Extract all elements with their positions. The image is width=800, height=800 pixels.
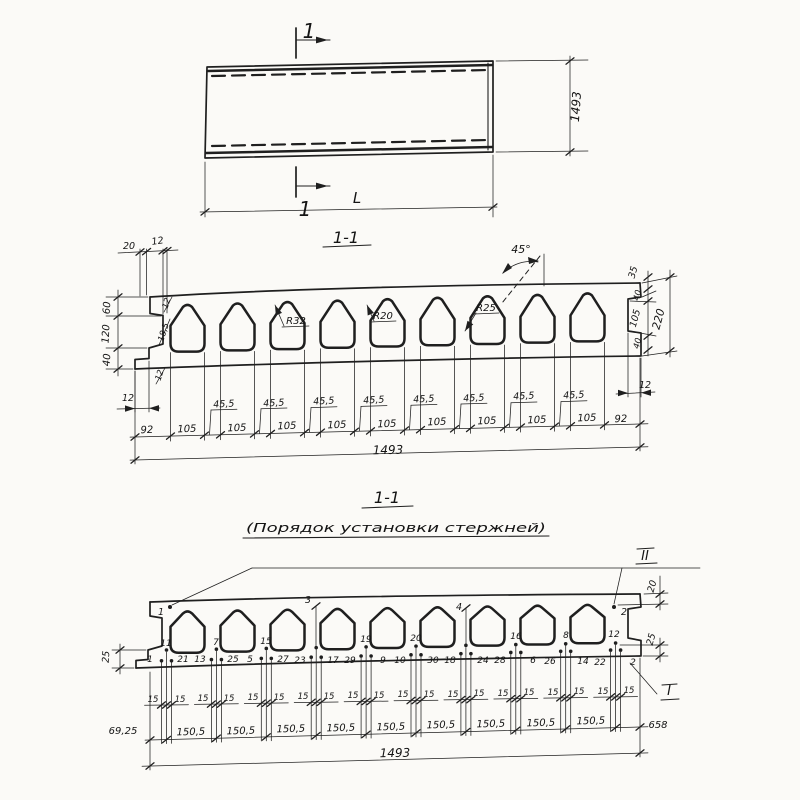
dim-105: 105 bbox=[527, 414, 547, 427]
dim-150-5: 150,5 bbox=[526, 717, 556, 730]
rebar-dot bbox=[170, 659, 174, 663]
bar-label-10: 10 bbox=[394, 656, 406, 666]
rebar-void bbox=[221, 611, 255, 652]
rib-dim-15: 15 bbox=[373, 691, 385, 701]
rebar-dot bbox=[369, 654, 373, 658]
bar-label-25: 25 bbox=[227, 655, 239, 665]
dim-150-5: 150,5 bbox=[376, 721, 406, 734]
bar-label-13: 13 bbox=[194, 655, 206, 665]
dim-18-5-web: 18,5 bbox=[156, 321, 172, 343]
section-cut-mark-bottom: 1 bbox=[298, 197, 312, 221]
rebar-dot-upper bbox=[265, 647, 269, 651]
rebar-void bbox=[421, 607, 455, 647]
dim-40-left: 40 bbox=[101, 353, 114, 367]
angle-45deg: 45° bbox=[511, 243, 531, 256]
rebar-dot bbox=[609, 648, 613, 652]
rebar-dot bbox=[569, 649, 573, 653]
rib-dim-15: 15 bbox=[573, 687, 585, 697]
bar-label-1-top: 1 bbox=[157, 607, 164, 618]
dim-105: 105 bbox=[177, 423, 197, 436]
dim-12-bottom-left: 12 bbox=[121, 393, 135, 404]
bar-label-23: 23 bbox=[294, 656, 306, 666]
plan-view bbox=[200, 19, 588, 221]
rebar-dot bbox=[359, 654, 363, 658]
dim-150-5: 150,5 bbox=[176, 726, 206, 739]
rebar-dot bbox=[459, 652, 463, 656]
rib-dim-15: 15 bbox=[623, 686, 635, 696]
dim-40-right-bottom: 40 bbox=[631, 336, 645, 351]
bar-label-3: 3 bbox=[304, 595, 311, 606]
dim-150-5: 150,5 bbox=[326, 722, 356, 735]
dim-20-right: 20 bbox=[645, 579, 660, 594]
bar-label-27: 27 bbox=[277, 655, 289, 665]
hidden-void-line-bottom bbox=[212, 140, 488, 146]
rib-dim-15: 15 bbox=[247, 693, 259, 703]
section-view bbox=[101, 228, 677, 464]
dim-45-5: 45,5 bbox=[213, 398, 235, 411]
bar-label-26: 26 bbox=[544, 657, 556, 667]
rebar-right-profile bbox=[628, 594, 641, 656]
dim-25-right: 25 bbox=[644, 632, 659, 647]
section-top-edge bbox=[150, 283, 640, 297]
dim-20-top: 20 bbox=[122, 241, 136, 252]
dim-45-5: 45,5 bbox=[263, 397, 285, 410]
rib-dim-15: 15 bbox=[547, 688, 559, 698]
rebar-dot bbox=[210, 658, 214, 662]
dim-60-left: 60 bbox=[101, 301, 114, 315]
dim-25-left: 25 bbox=[100, 650, 113, 664]
rib-dim-15: 15 bbox=[597, 687, 609, 697]
dim-105: 105 bbox=[277, 420, 297, 433]
rebar-dot bbox=[409, 653, 413, 657]
void bbox=[371, 299, 405, 346]
rebar-dot bbox=[220, 658, 224, 662]
rib-dim-15: 15 bbox=[147, 695, 159, 705]
rebar-dot bbox=[419, 653, 423, 657]
rebar-dot-upper bbox=[614, 641, 618, 645]
dim-92-right: 92 bbox=[614, 413, 628, 426]
void bbox=[221, 303, 255, 350]
section-title: 1-1 bbox=[332, 228, 360, 247]
rebar-dot bbox=[509, 651, 513, 655]
rib-dim-15: 15 bbox=[297, 692, 309, 702]
dim-12-bottom-right: 12 bbox=[638, 380, 652, 391]
dim-150-5: 150,5 bbox=[476, 718, 506, 731]
dim-69-25-left: 69,25 bbox=[108, 726, 138, 737]
rib-dim-15: 15 bbox=[223, 694, 235, 704]
dim-45-5: 45,5 bbox=[363, 394, 385, 407]
dim-150-5: 150,5 bbox=[276, 723, 306, 736]
dim-12-flange: 12 bbox=[160, 296, 174, 311]
section-cut-mark-top: 1 bbox=[302, 19, 316, 43]
dim-40-right-top: 40 bbox=[631, 288, 645, 303]
rebar-dot-upper bbox=[314, 646, 318, 650]
bar-label-18: 18 bbox=[444, 656, 456, 666]
bar-label-9: 9 bbox=[380, 656, 386, 666]
bar-label-20: 20 bbox=[410, 634, 422, 644]
rib-dim-15: 15 bbox=[347, 691, 359, 701]
bar-2-top-dot bbox=[612, 605, 616, 609]
radius-r32: R32 bbox=[286, 316, 306, 327]
dim-69-25-right: 658 bbox=[648, 720, 668, 731]
dim-150-5: 150,5 bbox=[226, 725, 256, 738]
bar-label-21: 21 bbox=[177, 655, 189, 665]
bar-label-4: 4 bbox=[455, 602, 462, 613]
bar-label-12: 12 bbox=[608, 630, 620, 640]
dim-105-right: 105 bbox=[627, 308, 644, 329]
bar-label-29: 29 bbox=[344, 656, 356, 666]
rebar-void bbox=[321, 609, 355, 649]
dim-105: 105 bbox=[427, 416, 447, 429]
rib-dim-15: 15 bbox=[423, 690, 435, 700]
bar-label-6: 6 bbox=[530, 656, 536, 666]
rib-dim-15: 15 bbox=[397, 690, 409, 700]
rebar-dot-upper bbox=[464, 644, 468, 648]
dim-45-5: 45,5 bbox=[313, 395, 335, 408]
bar-label-16: 16 bbox=[510, 632, 522, 642]
rib-dim-15: 15 bbox=[197, 694, 209, 704]
rebar-view bbox=[101, 488, 700, 770]
rib-dim-15: 15 bbox=[323, 692, 335, 702]
dim-45-5: 45,5 bbox=[563, 389, 585, 402]
detail-ref-ii: II bbox=[641, 549, 649, 564]
dim-120-left: 120 bbox=[100, 324, 113, 344]
dim-35-right: 35 bbox=[626, 265, 641, 280]
plan-width-dim: 1493 bbox=[567, 90, 585, 123]
dim-total-1493: 1493 bbox=[379, 745, 411, 761]
rebar-void bbox=[571, 605, 605, 643]
dim-105: 105 bbox=[377, 418, 397, 431]
detail-ref-i: I bbox=[667, 684, 671, 699]
rebar-void bbox=[271, 610, 305, 651]
bar-label-11: 11 bbox=[160, 639, 172, 649]
bar-label-17: 17 bbox=[327, 656, 339, 666]
dim-total-1493: 1493 bbox=[372, 442, 404, 458]
bar-label-2-top: 2 bbox=[621, 607, 628, 618]
rib-dim-15: 15 bbox=[473, 689, 485, 699]
dim-92-left: 92 bbox=[140, 424, 154, 437]
bar-label-30: 30 bbox=[427, 656, 439, 666]
bar-label-19: 19 bbox=[360, 635, 372, 645]
rebar-dot bbox=[619, 648, 623, 652]
plan-length-dim: L bbox=[352, 189, 362, 207]
dim-105: 105 bbox=[227, 422, 247, 435]
dim-150-5: 150,5 bbox=[576, 715, 606, 728]
radius-r20: R20 bbox=[373, 311, 393, 322]
void bbox=[521, 295, 555, 343]
rebar-dot bbox=[319, 655, 323, 659]
void bbox=[321, 301, 355, 348]
rebar-dot bbox=[469, 652, 473, 656]
rib-dim-15: 15 bbox=[273, 693, 285, 703]
rebar-dot-upper bbox=[514, 643, 518, 647]
rebar-void bbox=[471, 606, 505, 645]
dim-105: 105 bbox=[577, 412, 597, 425]
rebar-dot-upper bbox=[364, 645, 368, 649]
radius-r25: R25 bbox=[476, 303, 496, 314]
rib-dim-15: 15 bbox=[523, 688, 535, 698]
dim-45-5: 45,5 bbox=[413, 393, 435, 406]
void bbox=[421, 298, 455, 345]
bar-label-14: 14 bbox=[577, 657, 589, 667]
bar-label-28: 28 bbox=[494, 656, 506, 666]
bar-label-7: 7 bbox=[213, 638, 219, 648]
section-mark-bottom bbox=[296, 167, 330, 197]
slab-outline bbox=[205, 61, 493, 158]
rebar-dot-upper bbox=[414, 644, 418, 648]
rebar-dot bbox=[260, 657, 264, 661]
bar-label-24: 24 bbox=[477, 656, 489, 666]
bar-label-22: 22 bbox=[594, 658, 606, 668]
rib-dim-15: 15 bbox=[447, 690, 459, 700]
section-bottom-edge bbox=[135, 356, 640, 369]
dim-105: 105 bbox=[327, 419, 347, 432]
rebar-dot bbox=[309, 655, 313, 659]
void bbox=[171, 305, 205, 352]
dim-12-bottom-flange: 12 bbox=[153, 368, 167, 383]
rib-dim-15: 15 bbox=[174, 695, 186, 705]
rebar-void bbox=[521, 606, 555, 645]
bar-label-5: 5 bbox=[247, 655, 253, 665]
bar-label-2: 2 bbox=[630, 658, 636, 668]
rebar-subtitle: (Порядок установки стержней) bbox=[246, 520, 546, 535]
rebar-dot-upper bbox=[564, 642, 568, 646]
rib-dim-15: 15 bbox=[497, 689, 509, 699]
dim-45-5: 45,5 bbox=[463, 392, 485, 405]
dim-45-5: 45,5 bbox=[513, 390, 535, 403]
dim-105: 105 bbox=[477, 415, 497, 428]
rebar-dot bbox=[160, 659, 164, 663]
rebar-void bbox=[171, 611, 205, 652]
rebar-dot bbox=[270, 657, 274, 661]
dim-220-right: 220 bbox=[649, 307, 668, 331]
dim-12-top: 12 bbox=[150, 235, 165, 248]
rebar-title: 1-1 bbox=[373, 488, 401, 507]
void bbox=[571, 293, 605, 341]
bar-label-8: 8 bbox=[563, 631, 569, 641]
bar-1-top-dot bbox=[168, 605, 172, 609]
bar-label-1: 1 bbox=[147, 655, 153, 665]
bar-label-15: 15 bbox=[260, 637, 272, 647]
rebar-dot bbox=[559, 649, 563, 653]
rebar-dot bbox=[519, 651, 523, 655]
rebar-top-edge bbox=[150, 594, 640, 602]
dim-150-5: 150,5 bbox=[426, 719, 456, 732]
rebar-subtitle-underline bbox=[243, 536, 549, 538]
rebar-void bbox=[371, 608, 405, 648]
